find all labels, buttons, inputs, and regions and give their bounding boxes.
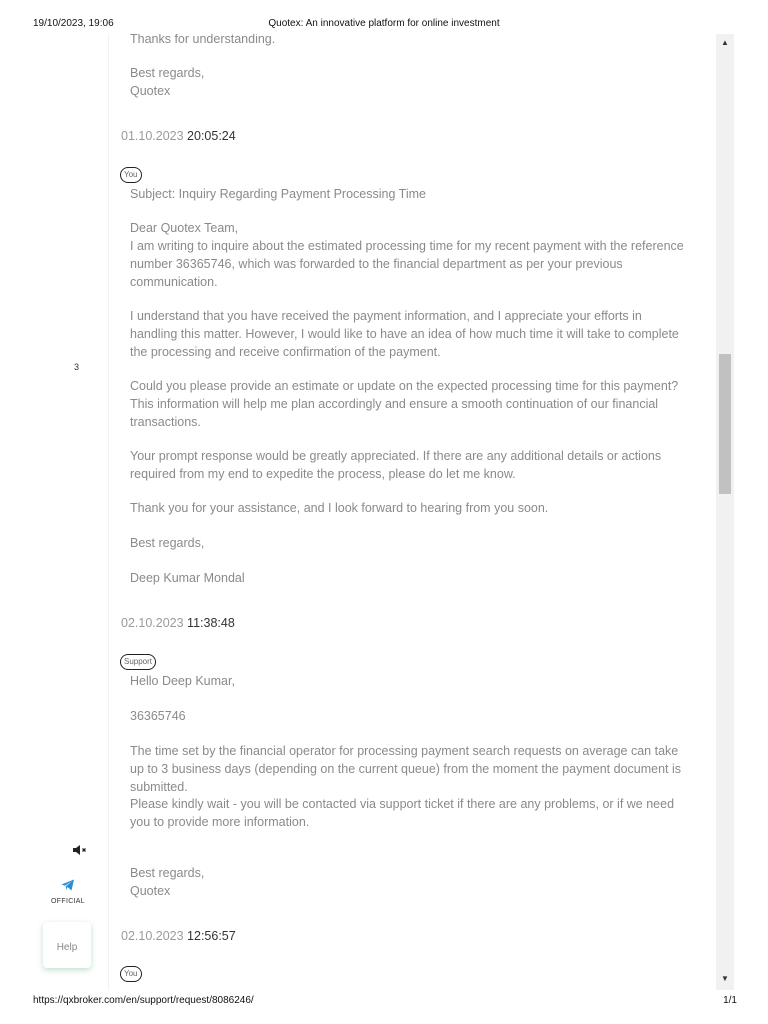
left-sidebar [30,34,108,990]
sound-toggle-button[interactable] [70,840,90,860]
support-chat-thread [108,34,713,990]
message-paragraph: Could you please provide an estimate or update on the expected processing time for this payment? This information will help me plan accordingly and ensure a smooth continuation of our financial transactions. [130,379,679,429]
speaker-mute-icon [70,840,90,860]
message-date: 01.10.2023 20:05:24 [121,129,236,143]
message-regards: Best regards, [130,866,205,880]
print-page-number: 1/1 [723,995,737,1006]
message-paragraph: The time set by the financial operator for processing payment search requests on average can take up to 3 business days (depending on the current queue) from the moment the payment document is submitted. [130,744,682,794]
message-subject: Subject: Inquiry Regarding Payment Processing Time [130,187,426,201]
scrollbar-thumb[interactable] [719,354,731,494]
sidebar-number: 3 [74,362,80,372]
author-badge: You [120,966,142,982]
print-page-title: Quotex: An innovative platform for online investment [268,18,500,29]
telegram-official-button[interactable] [48,878,88,914]
print-url: https://qxbroker.com/en/support/request/8086246/ [33,995,254,1006]
message-greeting: Dear Quotex Team, [130,221,239,235]
message-paragraph: Your prompt response would be greatly appreciated. If there are any additional details or actions required from my end to expedite the process, please do let me know. [130,449,662,481]
official-label: OFFICIAL [51,898,85,905]
message-date: 02.10.2023 12:56:57 [121,929,236,943]
scrollbar[interactable] [716,34,734,990]
scroll-down-arrow-icon[interactable]: ▼ [721,974,729,983]
message-paragraph: Please kindly wait - you will be contacted via support ticket if there are any problems, or if we need you to provide more information. [130,797,675,829]
message-paragraph: Thank you for your assistance, and I look forward to hearing from you soon. [130,501,549,515]
help-button[interactable]: Help [43,922,91,968]
message-signature: Quotex [130,84,171,98]
message-paragraph: I am writing to inquire about the estimated processing time for my recent payment with the reference number 36365746, which was forwarded to the financial department as per your previous communication. [130,239,684,289]
message-signature: Deep Kumar Mondal [130,571,245,585]
message-paragraph: I understand that you have received the payment information, and I appreciate your efforts in handling this matter. However, I would like to have an idea of how much time it will take to complete the processing and receive confirmation of the payment. [130,309,679,359]
message-date: 02.10.2023 11:38:48 [121,616,235,630]
message-text: Thanks for understanding. [130,34,276,46]
scroll-up-arrow-icon[interactable]: ▲ [721,38,729,47]
message-regards: Best regards, [130,66,205,80]
message-greeting: Hello Deep Kumar, [130,674,235,688]
message-signature: Quotex [130,884,171,898]
author-badge: Support [120,654,156,670]
message-time: 12:56:57 [187,929,236,943]
message-time: 20:05:24 [187,129,236,143]
print-date: 19/10/2023, 19:06 [33,18,114,29]
telegram-plane-icon [61,879,75,891]
message-time: 11:38:48 [187,616,235,630]
author-badge: You [120,167,142,183]
message-regards: Best regards, [130,536,205,550]
message-reference: 36365746 [130,709,186,723]
